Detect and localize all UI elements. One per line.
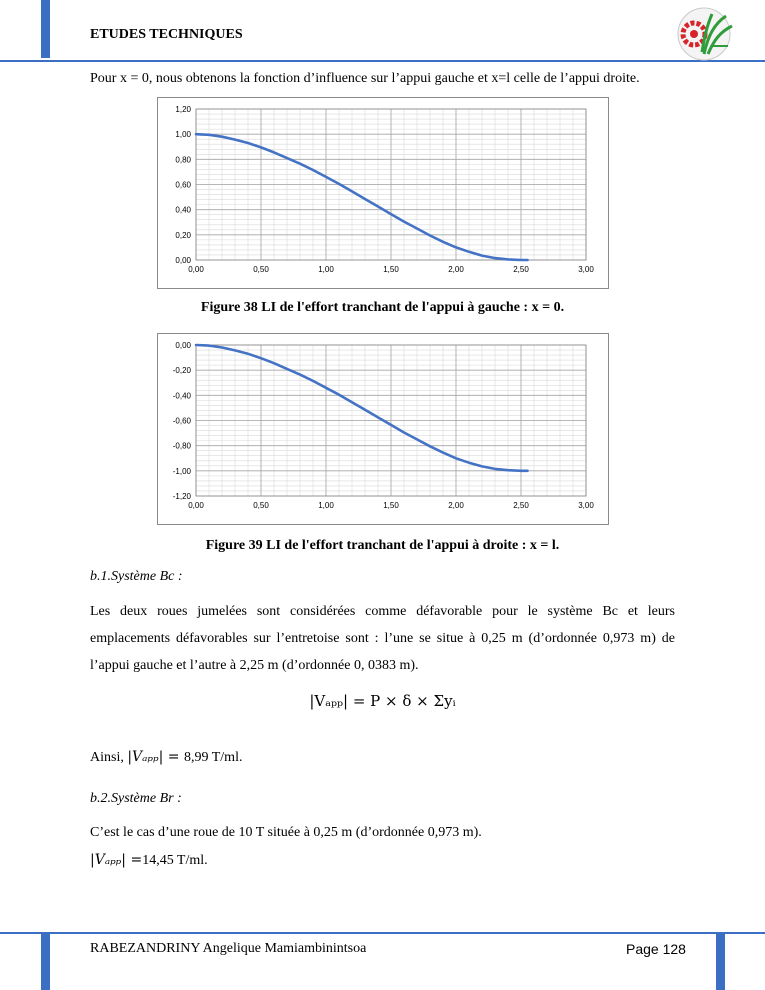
footer-author: RABEZANDRINY Angelique Mamiambinintsoa <box>90 941 367 956</box>
ainsi-math: |Vₐₚₚ| = <box>127 749 184 765</box>
x-tick-label: 1,00 <box>318 265 334 274</box>
y-tick-label: 0,80 <box>175 155 191 165</box>
br-value: 14,45 T/ml. <box>142 853 208 868</box>
y-tick-label: -0,40 <box>172 391 191 401</box>
footer-accent-bar-left <box>41 934 50 990</box>
x-tick-label: 2,00 <box>448 501 464 510</box>
y-tick-label: -0,80 <box>172 441 191 451</box>
y-tick-label: -0,20 <box>172 366 191 376</box>
figure-39-frame <box>157 333 609 525</box>
figure-39-chart <box>158 334 608 524</box>
figure-38-caption: Figure 38 LI de l'effort tranchant de l'appui à gauche : x = 0. <box>200 300 565 315</box>
y-tick-label: 0,00 <box>175 256 191 265</box>
ainsi-value: 8,99 T/ml. <box>183 750 243 765</box>
x-tick-label: 2,50 <box>513 501 529 510</box>
x-tick-label: 0,00 <box>188 265 204 274</box>
br-math: |Vₐₚₚ| = <box>90 852 143 868</box>
x-tick-label: 2,00 <box>448 265 464 274</box>
intro-paragraph: Pour x = 0, nous obtenons la fonction d’influence sur l’appui gauche et x=l celle de l’appui droite. <box>90 71 640 86</box>
figure-39-caption: Figure 39 LI de l'effort tranchant de l'appui à droite : x = l. <box>205 538 560 553</box>
y-tick-label: -1,20 <box>172 492 191 501</box>
y-tick-label: -1,00 <box>172 466 191 476</box>
y-tick-label: 0,20 <box>175 230 191 240</box>
header-title: ETUDES TECHNIQUES <box>90 27 243 42</box>
section-bc-title: b.1.Système Bc : <box>90 569 183 584</box>
series-line <box>196 134 528 260</box>
y-tick-label: 0,00 <box>175 341 191 350</box>
y-tick-label: 0,60 <box>175 180 191 190</box>
series-line <box>196 345 528 471</box>
section-br-title: b.2.Système Br : <box>90 791 182 806</box>
shear-formula: |Vₐₚₚ| = P × δ × Σyᵢ <box>309 692 456 710</box>
br-result-line <box>90 847 675 874</box>
y-tick-label: -0,60 <box>172 416 191 426</box>
x-tick-label: 1,50 <box>383 265 399 274</box>
x-tick-label: 2,50 <box>513 265 529 274</box>
figure-38-chart <box>158 98 608 288</box>
institution-logo-icon <box>668 6 740 62</box>
section-bc-paragraph: Les deux roues jumelées sont considérées comme défavorable pour le système Bc et leurs emplacements défavorables sur l’entretoise sont : l’une se situe à 0,25 m (d’ordonnée 0,973 m) de l’appui gauche et l’autre à 2,25 m (d’ordonnée 0, 0383 m). <box>90 604 675 673</box>
figure-38-frame <box>157 97 609 289</box>
header-rule <box>0 60 765 62</box>
section-br-paragraph: C’est le cas d’une roue de 10 T située à 0,25 m (d’ordonnée 0,973 m). <box>90 825 482 840</box>
x-tick-label: 1,00 <box>318 501 334 510</box>
x-tick-label: 3,00 <box>578 265 594 274</box>
ainsi-line <box>90 744 675 771</box>
footer-rule <box>0 932 765 934</box>
y-tick-label: 1,00 <box>175 130 191 140</box>
x-tick-label: 3,00 <box>578 501 594 510</box>
y-tick-label: 1,20 <box>175 105 191 114</box>
ainsi-prefix: Ainsi, <box>90 750 128 765</box>
x-tick-label: 0,50 <box>253 501 269 510</box>
x-tick-label: 0,00 <box>188 501 204 510</box>
header-accent-bar <box>41 0 50 58</box>
x-tick-label: 1,50 <box>383 501 399 510</box>
page-number: Page 128 <box>626 941 686 957</box>
y-tick-label: 0,40 <box>175 205 191 215</box>
footer-accent-bar-right <box>716 934 725 990</box>
x-tick-label: 0,50 <box>253 265 269 274</box>
